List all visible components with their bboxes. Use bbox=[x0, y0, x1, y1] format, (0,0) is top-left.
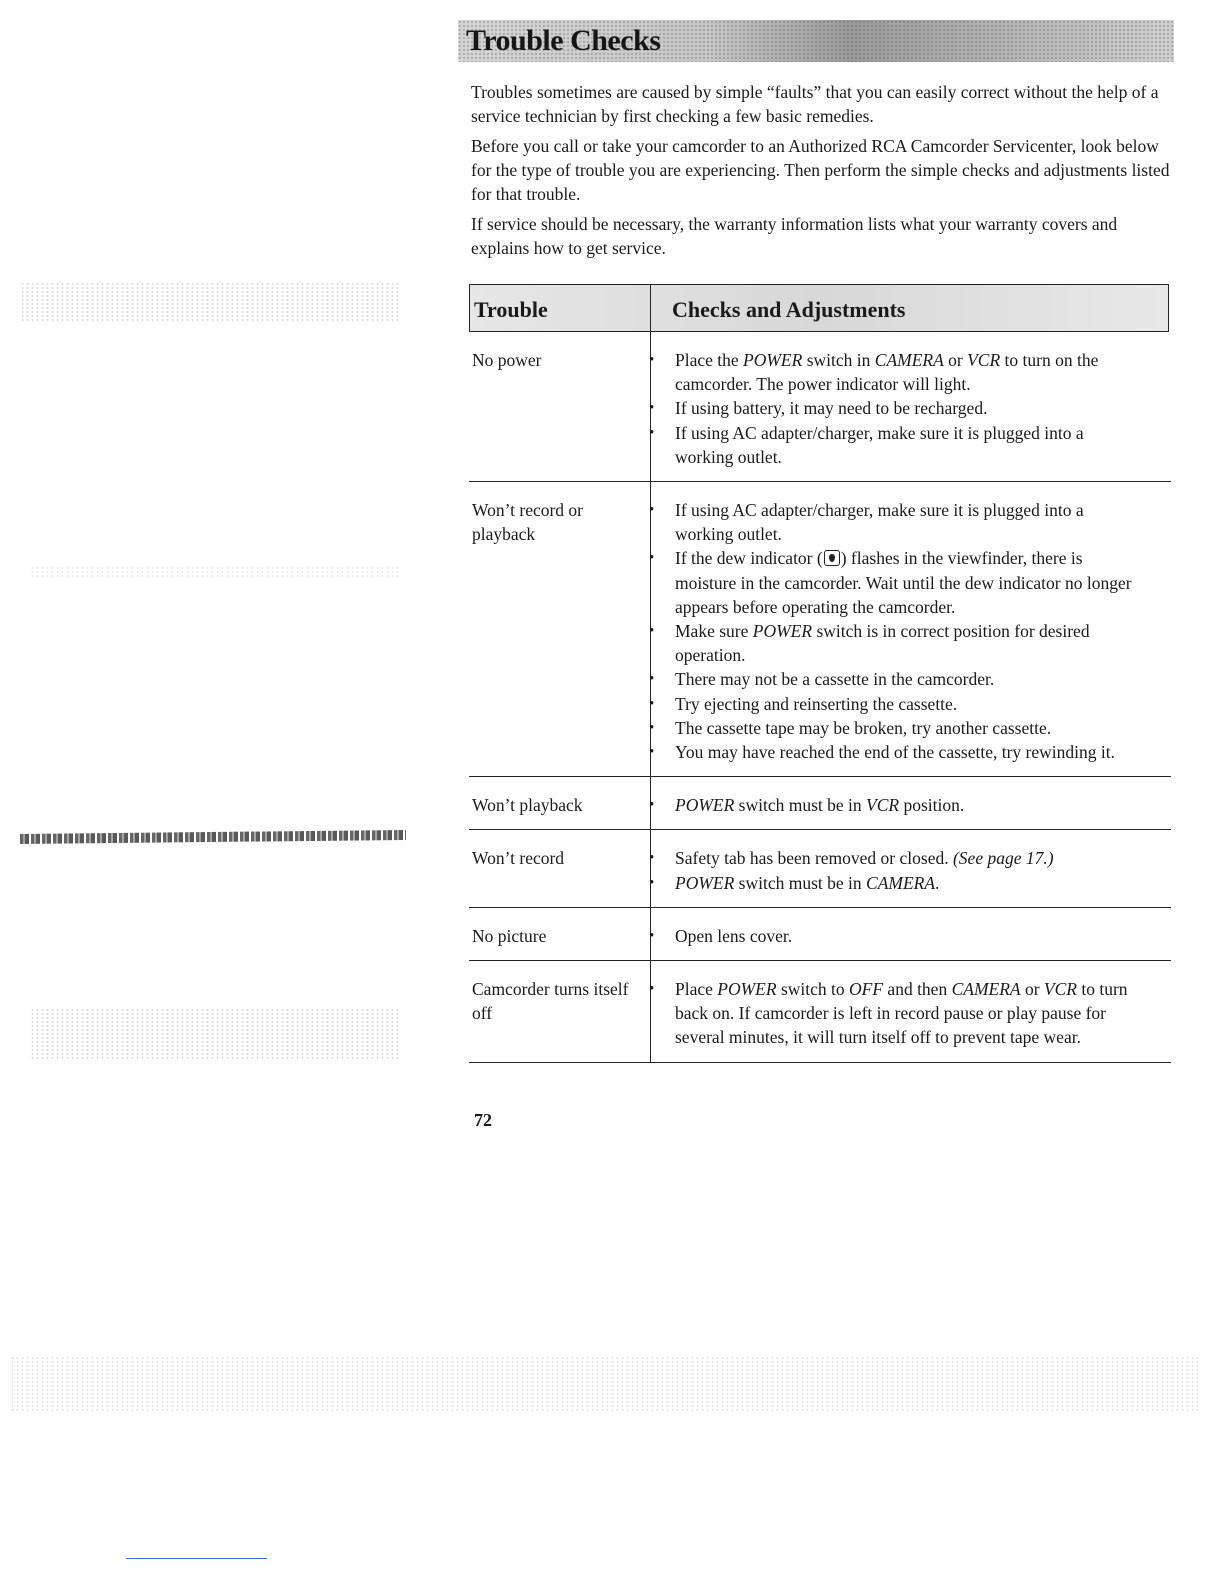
trouble-cell: Won’t record bbox=[472, 848, 565, 869]
page-title: Trouble Checks bbox=[466, 24, 661, 57]
row-padding bbox=[469, 817, 1171, 829]
header-divider bbox=[650, 285, 651, 331]
scan-speckle bbox=[10, 1356, 1200, 1412]
footer-rule bbox=[126, 1558, 267, 1559]
check-item: • There may not be a cassette in the camcorder. bbox=[675, 667, 1145, 691]
row-padding bbox=[469, 895, 1171, 907]
table-row bbox=[469, 830, 1171, 907]
table-row bbox=[469, 777, 1171, 830]
check-item: • If using battery, it may need to be recharged. bbox=[675, 396, 1145, 420]
check-item: • Make sure POWER switch is in correct position for desired operation. bbox=[675, 619, 1145, 667]
table-row bbox=[469, 332, 1171, 482]
trouble-cell: Won’t record or playback bbox=[472, 500, 584, 545]
check-item: • If the dew indicator ( ) flashes in the viewfinder, there is moisture in the camcorder. Wait until the dew indicator no longer appears before operating the camcorder. bbox=[675, 546, 1145, 619]
check-item: • Try ejecting and reinserting the cassette. bbox=[675, 692, 1145, 716]
title-banner bbox=[458, 20, 1174, 62]
trouble-cell: No picture bbox=[472, 925, 547, 946]
row-padding bbox=[469, 948, 1171, 960]
scan-streak bbox=[20, 830, 406, 844]
trouble-cell: Camcorder turns itself off bbox=[472, 979, 629, 1024]
row-padding bbox=[469, 1050, 1171, 1062]
table-row bbox=[469, 961, 1171, 1063]
check-item: • Safety tab has been removed or closed. (See page 17.) bbox=[675, 846, 1145, 870]
scan-speckle bbox=[30, 566, 400, 578]
header-checks: Checks and Adjustments bbox=[672, 297, 906, 322]
check-item: • Open lens cover. bbox=[675, 924, 1145, 948]
intro-paragraph-1: Troubles sometimes are caused by simple “faults” that you can easily correct without the help of a service technician by first checking a few basic remedies. bbox=[471, 82, 1159, 126]
check-item: • You may have reached the end of the cassette, try rewinding it. bbox=[675, 740, 1145, 764]
check-item: • The cassette tape may be broken, try another cassette. bbox=[675, 716, 1145, 740]
check-item: • POWER switch must be in VCR position. bbox=[675, 793, 1145, 817]
intro-text bbox=[471, 80, 1171, 266]
dew-indicator-icon bbox=[824, 550, 840, 566]
check-item: • POWER switch must be in CAMERA. bbox=[675, 871, 1145, 895]
page-number: 72 bbox=[474, 1110, 492, 1130]
row-padding bbox=[469, 469, 1171, 481]
checks-list bbox=[675, 482, 1145, 764]
checks-list bbox=[675, 961, 1145, 1050]
check-item: • Place POWER switch to OFF and then CAMERA or VCR to turn back on. If camcorder is left in record pause or play pause for several minutes, it will turn itself off to prevent tape wear. bbox=[675, 977, 1145, 1050]
table-row bbox=[469, 482, 1171, 777]
checks-list bbox=[675, 908, 1145, 948]
row-padding bbox=[469, 764, 1171, 776]
check-item: • If using AC adapter/charger, make sure it is plugged into a working outlet. bbox=[675, 498, 1145, 546]
table-row bbox=[469, 908, 1171, 961]
intro-paragraph-2: Before you call or take your camcorder to an Authorized RCA Camcorder Servicenter, look below for the type of trouble you are experiencing. Then perform the simple checks and adjustments listed for that trouble. bbox=[471, 136, 1170, 204]
trouble-table bbox=[469, 332, 1171, 1063]
checks-list bbox=[675, 830, 1145, 894]
trouble-cell: Won’t playback bbox=[472, 795, 583, 816]
table-header bbox=[469, 284, 1169, 332]
checks-list bbox=[675, 777, 1145, 817]
header-trouble: Trouble bbox=[474, 297, 548, 322]
check-item: • Place the POWER switch in CAMERA or VCR to turn on the camcorder. The power indicator will light. bbox=[675, 348, 1145, 396]
scan-speckle bbox=[30, 1008, 400, 1060]
intro-paragraph-3: If service should be necessary, the warranty information lists what your warranty covers and explains how to get service. bbox=[471, 214, 1118, 258]
check-item: • If using AC adapter/charger, make sure it is plugged into a working outlet. bbox=[675, 421, 1145, 469]
trouble-cell: No power bbox=[472, 350, 542, 370]
scan-speckle bbox=[20, 282, 400, 322]
checks-list bbox=[675, 332, 1145, 469]
